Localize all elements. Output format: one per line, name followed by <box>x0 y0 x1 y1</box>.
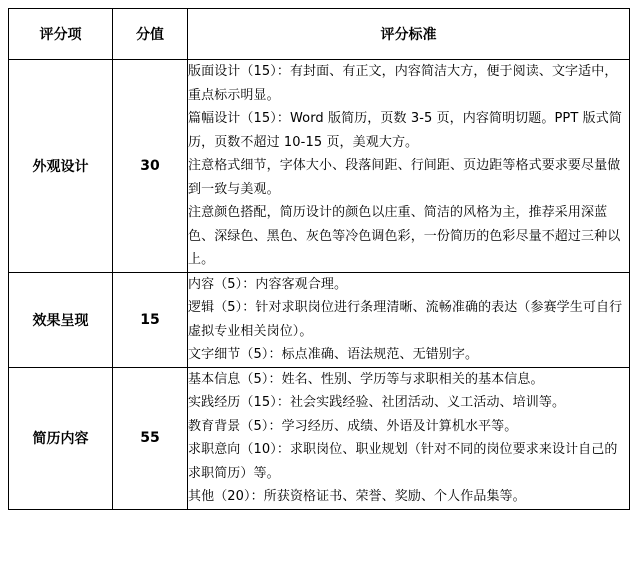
criteria-cell <box>188 272 630 367</box>
scoring-table <box>8 8 630 510</box>
criteria-line: 版面设计（15）：有封面、有正文，内容简洁大方，便于阅读、文字适中，重点标示明显。 <box>188 64 618 103</box>
criteria-line: 文字细节（5）：标点准确、语法规范、无错别字。 <box>188 347 479 362</box>
score-cell: 30 <box>113 60 188 273</box>
criteria-line: 实践经历（15）：社会实践经验、社团活动、义工活动、培训等。 <box>188 395 566 410</box>
criteria-cell <box>188 367 630 509</box>
header-score: 分值 <box>113 9 188 60</box>
table-row-appearance-design <box>9 60 630 273</box>
criteria-line: 逻辑（5）：针对求职岗位进行条理清晰、流畅准确的表达（参赛学生可自行虚拟专业相关岗位）。 <box>188 300 623 339</box>
table-header-row <box>9 9 630 60</box>
table-row-resume-content <box>9 367 630 509</box>
criteria-line: 求职意向（10）：求职岗位、职业规划（针对不同的岗位要求来设计自己的求职简历）等。 <box>188 442 618 481</box>
score-cell: 55 <box>113 367 188 509</box>
criteria-line: 教育背景（5）：学习经历、成绩、外语及计算机水平等。 <box>188 418 518 434</box>
table-row-effect-presentation <box>9 272 630 367</box>
score-cell: 15 <box>113 272 188 367</box>
criteria-line: 注意颜色搭配，简历设计的颜色以庄重、简洁的风格为主，推荐采用深蓝色、深绿色、黑色、灰色等冷色调色彩，一份简历的色彩尽量不超过三种以上。 <box>188 205 621 267</box>
criteria-line: 其他（20）：所获资格证书、荣誉、奖励、个人作品集等。 <box>188 489 526 504</box>
criteria-line: 篇幅设计（15）：Word 版简历，页数 3-5 页，内容简明切题。PPT 版式简历，页数不超过 10-15 页，美观大方。 <box>188 111 622 150</box>
criteria-cell <box>188 60 630 273</box>
item-name-cell: 效果呈现 <box>9 272 113 367</box>
item-name-cell: 外观设计 <box>9 60 113 273</box>
item-name-cell: 简历内容 <box>9 367 113 509</box>
header-item: 评分项 <box>9 9 113 60</box>
criteria-line: 基本信息（5）：姓名、性别、学历等与求职相关的基本信息。 <box>188 371 544 387</box>
header-criteria: 评分标准 <box>188 9 630 60</box>
criteria-line: 内容（5）：内容客观合理。 <box>188 276 348 292</box>
criteria-line: 注意格式细节，字体大小、段落间距、行间距、页边距等格式要求要尽量做到一致与美观。 <box>188 158 621 197</box>
